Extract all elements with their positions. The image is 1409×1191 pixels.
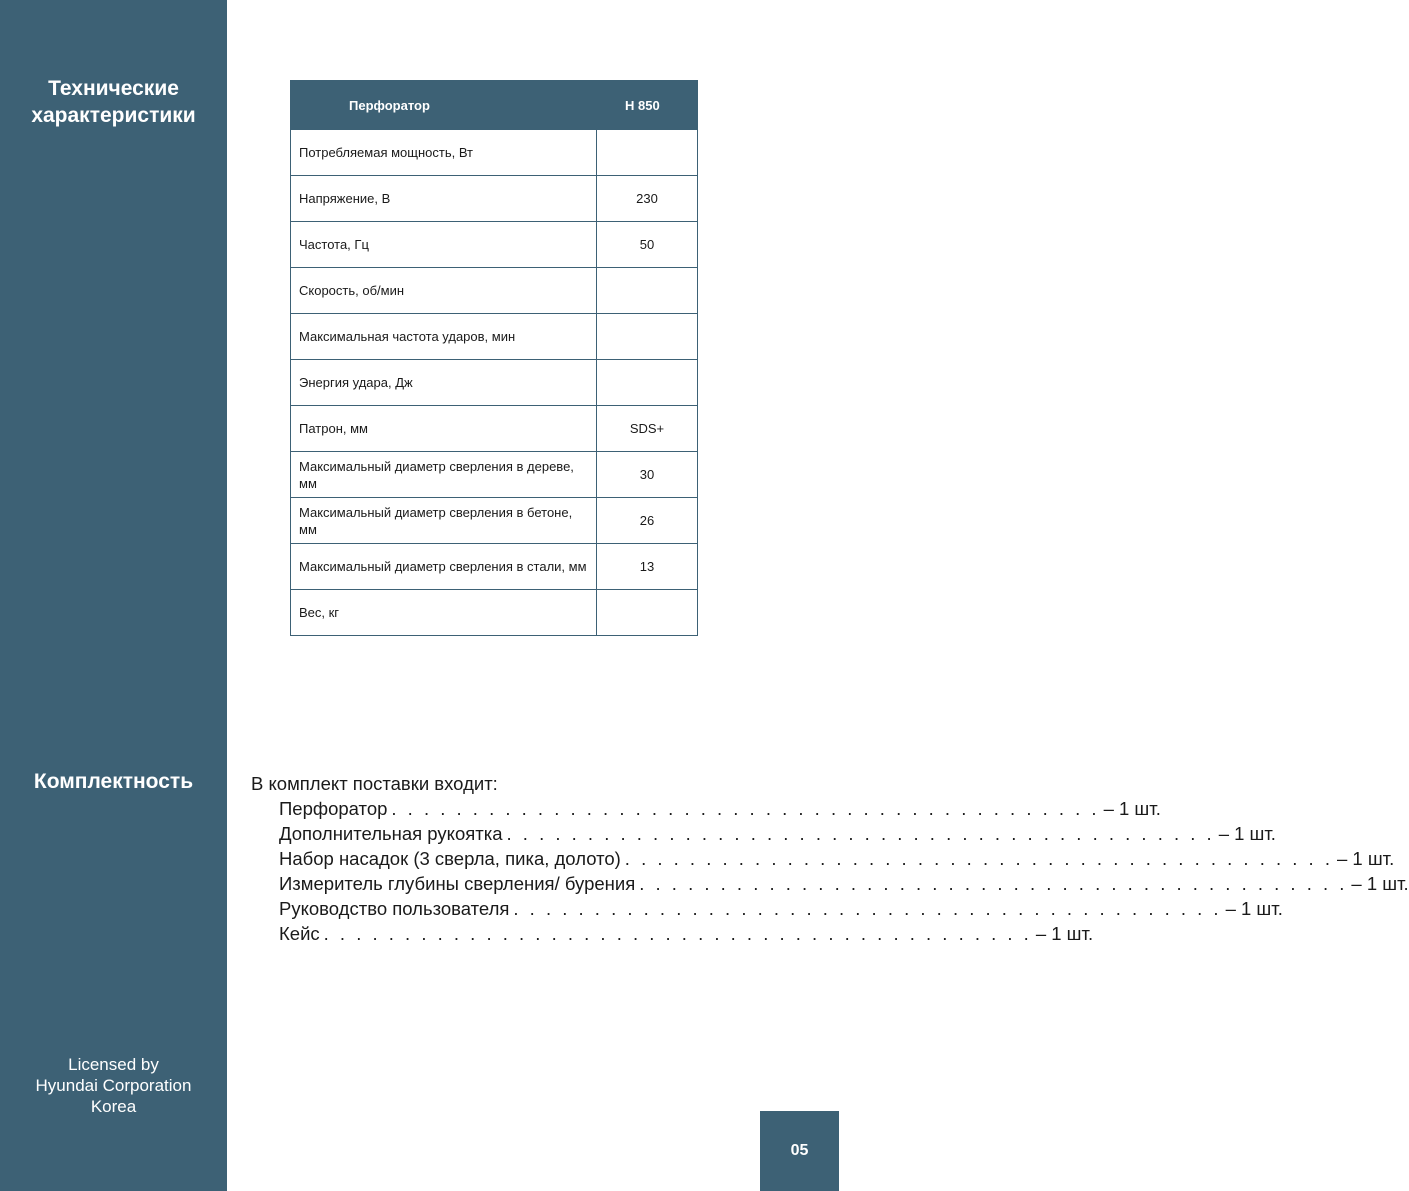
table-row bbox=[291, 544, 698, 590]
list-item bbox=[279, 796, 1161, 821]
kit-item-name: Руководство пользователя bbox=[279, 898, 510, 919]
tech-specs-heading-line2: характеристики bbox=[31, 104, 196, 127]
dot-leader: . . . . . . . . . . . . . . . . . . . . . . . . . . . . . . . . . . . . . . . . . . . . bbox=[624, 848, 1333, 869]
spec-header-name: Перфоратор bbox=[291, 81, 597, 130]
kit-item-name: Дополнительная рукоятка bbox=[279, 823, 503, 844]
spec-label: Потребляемая мощность, Вт bbox=[291, 130, 597, 176]
kit-item-qty: – 1 шт. bbox=[1336, 848, 1395, 869]
spec-label: Максимальная частота ударов, мин bbox=[291, 314, 597, 360]
sidebar bbox=[0, 0, 227, 1191]
spec-value bbox=[597, 130, 698, 176]
table-row bbox=[291, 176, 698, 222]
spec-label: Скорость, об/мин bbox=[291, 268, 597, 314]
spec-value bbox=[597, 268, 698, 314]
kit-item-qty: – 1 шт. bbox=[1218, 823, 1276, 844]
spec-value bbox=[597, 314, 698, 360]
dot-leader: . . . . . . . . . . . . . . . . . . . . . . . . . . . . . . . . . . . . . . . . . . . . bbox=[513, 898, 1222, 919]
tech-specs-heading bbox=[0, 75, 227, 129]
table-row bbox=[291, 590, 698, 636]
list-item bbox=[279, 896, 1283, 921]
license-line-1: Licensed by bbox=[68, 1055, 159, 1074]
spec-value: 230 bbox=[597, 176, 698, 222]
spec-value bbox=[597, 590, 698, 636]
page-number: 05 bbox=[760, 1111, 839, 1191]
table-row bbox=[291, 452, 698, 498]
table-row bbox=[291, 130, 698, 176]
table-row bbox=[291, 360, 698, 406]
table-row bbox=[291, 498, 698, 544]
list-item bbox=[279, 846, 1395, 871]
spec-label: Частота, Гц bbox=[291, 222, 597, 268]
spec-label: Напряжение, В bbox=[291, 176, 597, 222]
spec-label: Энергия удара, Дж bbox=[291, 360, 597, 406]
spec-value: SDS+ bbox=[597, 406, 698, 452]
kit-item-qty: – 1 шт. bbox=[1103, 798, 1161, 819]
license-text bbox=[0, 1054, 227, 1117]
table-row bbox=[291, 268, 698, 314]
spec-header-model: H 850 bbox=[597, 81, 698, 130]
dot-leader: . . . . . . . . . . . . . . . . . . . . . . . . . . . . . . . . . . . . . . . . . . . . bbox=[506, 823, 1215, 844]
kit-item-qty: – 1 шт. bbox=[1351, 873, 1409, 894]
table-row bbox=[291, 406, 698, 452]
spec-label: Вес, кг bbox=[291, 590, 597, 636]
license-line-2: Hyundai Corporation bbox=[35, 1076, 192, 1095]
spec-label: Максимальный диаметр сверления в бетоне, мм bbox=[291, 498, 597, 544]
kit-list bbox=[251, 771, 1409, 946]
list-item bbox=[279, 821, 1276, 846]
kit-item-name: Перфоратор bbox=[279, 798, 388, 819]
spec-value: 30 bbox=[597, 452, 698, 498]
table-row bbox=[291, 222, 698, 268]
spec-table bbox=[290, 80, 698, 636]
spec-label: Максимальный диаметр сверления в стали, мм bbox=[291, 544, 597, 590]
kit-item-qty: – 1 шт. bbox=[1225, 898, 1283, 919]
spec-label: Максимальный диаметр сверления в дереве, мм bbox=[291, 452, 597, 498]
dot-leader: . . . . . . . . . . . . . . . . . . . . . . . . . . . . . . . . . . . . . . . . . . . . bbox=[391, 798, 1100, 819]
spec-value: 13 bbox=[597, 544, 698, 590]
kit-item-name: Измеритель глубины сверления/ бурения bbox=[279, 873, 636, 894]
list-item bbox=[279, 871, 1409, 896]
tech-specs-heading-line1: Технические bbox=[48, 77, 179, 100]
spec-table-header bbox=[291, 81, 698, 130]
spec-value: 26 bbox=[597, 498, 698, 544]
spec-value: 50 bbox=[597, 222, 698, 268]
license-line-3: Korea bbox=[90, 1097, 137, 1116]
kit-item-qty: – 1 шт. bbox=[1035, 923, 1094, 944]
spec-value bbox=[597, 360, 698, 406]
kit-item-name: Набор насадок (3 сверла, пика, долото) bbox=[279, 848, 621, 869]
dot-leader: . . . . . . . . . . . . . . . . . . . . . . . . . . . . . . . . . . . . . . . . . . . . bbox=[639, 873, 1348, 894]
spec-label: Патрон, мм bbox=[291, 406, 597, 452]
kit-heading: Комплектность bbox=[33, 770, 194, 793]
kit-item-name: Кейс bbox=[279, 923, 320, 944]
table-row bbox=[291, 314, 698, 360]
kit-intro: В комплект поставки входит: bbox=[251, 773, 498, 794]
list-item bbox=[279, 921, 1094, 946]
dot-leader: . . . . . . . . . . . . . . . . . . . . . . . . . . . . . . . . . . . . . . . . . . . . bbox=[323, 923, 1032, 944]
